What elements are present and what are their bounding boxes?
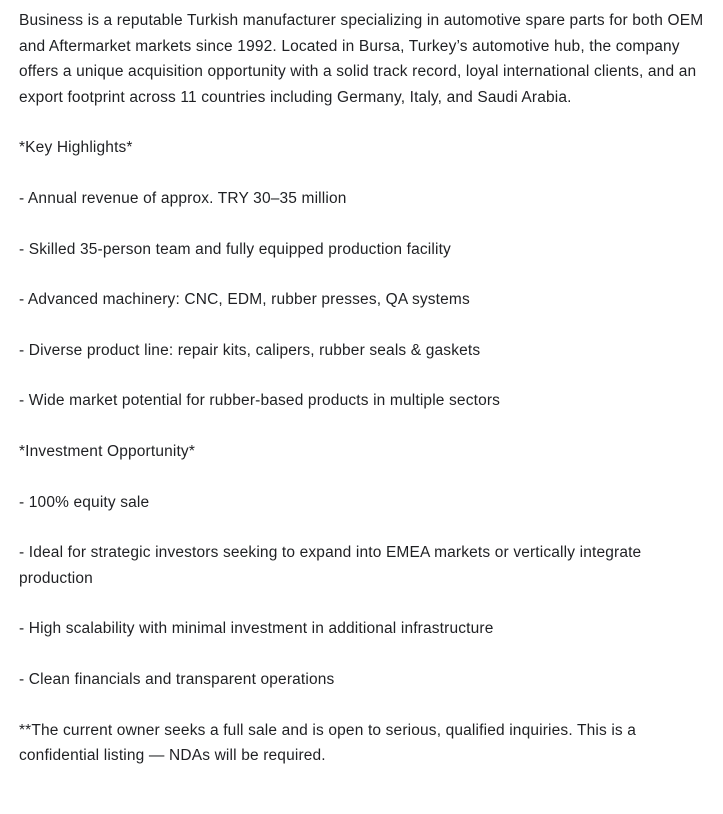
key-highlight-item: - Skilled 35-person team and fully equipped production facility (19, 240, 451, 258)
closing-note: **The current owner seeks a full sale and is open to serious, qualified inquiries. This is a confidential listing — NDAs will be required. (19, 721, 637, 765)
key-highlight-item: - Advanced machinery: CNC, EDM, rubber presses, QA systems (19, 291, 470, 309)
section-spacer (19, 414, 705, 439)
key-highlight-item: - Annual revenue of approx. TRY 30–35 million (19, 189, 347, 207)
investment-opportunity-heading: *Investment Opportunity* (19, 442, 196, 460)
key-highlight-item: - Wide market potential for rubber-based products in multiple sectors (19, 392, 501, 410)
intro-paragraph: Business is a reputable Turkish manufacturer specializing in automotive spare parts for both OEM and Aftermarket markets since 1992. Located in Bursa, Turkey’s automotive hub, the company offers a unique acquisition opportunity with a solid track record, loyal international clients, and an export footprint across 11 countries including Germany, Italy, and Saudi Arabia. (19, 12, 704, 106)
investment-point-item: - Clean financials and transparent operations (19, 670, 335, 688)
investment-point-item: - High scalability with minimal investment in additional infrastructure (19, 620, 494, 638)
investment-point-item: - Ideal for strategic investors seeking to expand into EMEA markets or vertically integrate production (19, 544, 642, 587)
key-highlight-item: - Diverse product line: repair kits, calipers, rubber seals & gaskets (19, 341, 481, 359)
investment-point-item: - 100% equity sale (19, 493, 150, 511)
key-highlights-heading: *Key Highlights* (19, 139, 133, 157)
